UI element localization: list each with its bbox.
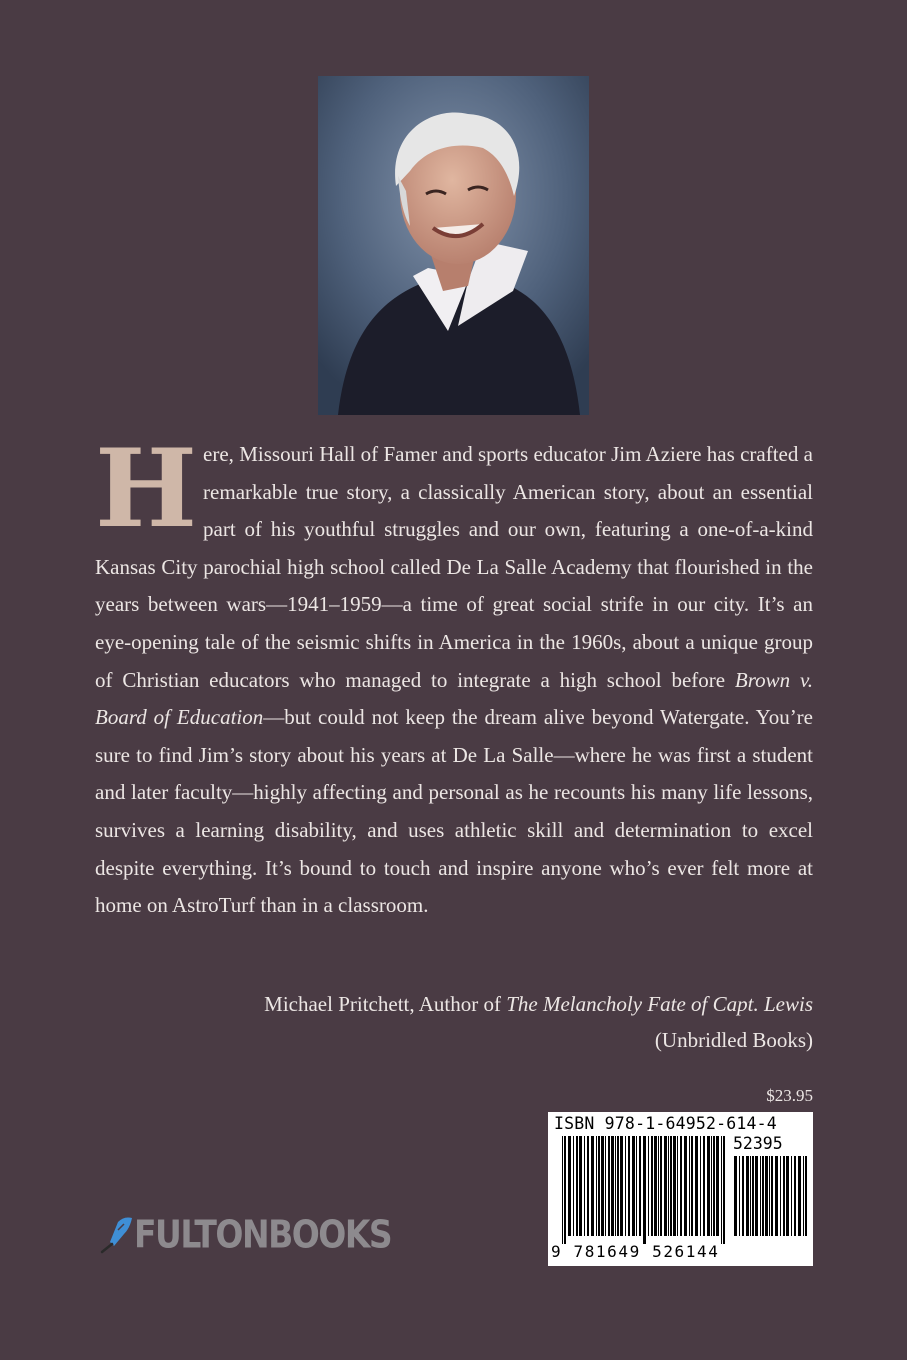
barcode-bar bbox=[615, 1136, 616, 1236]
barcode-bar bbox=[695, 1136, 698, 1236]
barcode-bar bbox=[721, 1136, 722, 1244]
barcode-bar bbox=[664, 1136, 667, 1236]
barcode-bar bbox=[579, 1136, 582, 1236]
barcode-bar bbox=[584, 1136, 585, 1236]
barcode-bar bbox=[639, 1136, 641, 1236]
publisher-name-part1: FULTON bbox=[134, 1211, 269, 1257]
barcode-bar bbox=[568, 1136, 571, 1236]
publisher-name-part2: BOOKS bbox=[268, 1211, 392, 1257]
barcode-bar bbox=[573, 1136, 574, 1236]
barcode-bar bbox=[711, 1136, 712, 1236]
barcode-bar bbox=[803, 1156, 804, 1236]
barcode-bar bbox=[723, 1136, 725, 1244]
barcode-bar bbox=[703, 1136, 705, 1236]
barcode-bar bbox=[775, 1156, 778, 1236]
barcode-bar bbox=[601, 1136, 604, 1236]
barcode-bar bbox=[713, 1136, 715, 1236]
blurb bbox=[95, 426, 813, 925]
blurb-text-after: —but could not keep the dream alive beyond Watergate. You’re sure to find Jim’s story about his years at De La Salle—where he was first a student and later faculty—highly affecting and personal as he recounts his many life lessons, survives a learning disability, and uses athletic skill and determination to excel despite everything. It’s bound to touch and inspire anyone who’s ever felt more at home on AstroTurf than in a classroom. bbox=[95, 705, 813, 918]
barcode-bar bbox=[562, 1136, 563, 1244]
barcode-bar bbox=[636, 1136, 637, 1236]
barcode-bar bbox=[620, 1136, 623, 1236]
barcode-bar bbox=[700, 1136, 701, 1236]
barcode-bar bbox=[608, 1136, 610, 1236]
barcode-bar bbox=[673, 1136, 676, 1236]
barcode-bar bbox=[576, 1136, 578, 1236]
barcode-bar bbox=[677, 1136, 678, 1236]
publisher-name bbox=[134, 1212, 391, 1257]
barcode-bar bbox=[760, 1156, 761, 1236]
barcode-bar bbox=[660, 1136, 662, 1236]
barcode-bar bbox=[771, 1156, 773, 1236]
barcode-bar bbox=[739, 1156, 740, 1236]
barcode-bar bbox=[648, 1136, 649, 1236]
barcode-bar bbox=[591, 1136, 594, 1236]
isbn-label: ISBN 978-1-64952-614-4 bbox=[554, 1114, 777, 1133]
barcode-bar bbox=[625, 1136, 626, 1236]
barcode-bar bbox=[617, 1136, 619, 1236]
attribution-book-title: The Melancholy Fate of Capt. Lewis bbox=[506, 992, 813, 1016]
barcode-bar bbox=[780, 1156, 781, 1236]
barcode-bar bbox=[684, 1136, 687, 1236]
barcode-bar bbox=[794, 1156, 796, 1236]
blurb-text: ere, Missouri Hall of Famer and sports educator Jim Aziere has crafted a remarkable true story, a classically American story, about an essential part of his youthful struggles and our own, featuring a one-of-a-kind Kansas City parochial high school called De La Salle Academy that flourished in the years between wars—1941–1959—a time of great social strife in our city. It’s an eye-opening tale of the seismic shifts in America in the 1960s, about a unique group of Christian educators who managed to integrate a high school before bbox=[95, 442, 813, 692]
barcode-bar bbox=[798, 1156, 801, 1236]
barcode-bar bbox=[765, 1156, 768, 1236]
barcode-bar bbox=[670, 1136, 672, 1236]
barcode-bar bbox=[734, 1156, 737, 1236]
ean-digits: 9 781649 526144 bbox=[551, 1242, 720, 1261]
barcode-bar bbox=[805, 1156, 807, 1236]
barcode-bar bbox=[691, 1136, 693, 1236]
barcode-bar bbox=[596, 1136, 597, 1236]
barcode-bar bbox=[658, 1136, 659, 1236]
barcode-bar bbox=[587, 1136, 589, 1236]
barcode-bar bbox=[783, 1156, 785, 1236]
barcode-bar bbox=[643, 1136, 646, 1244]
barcode-bars bbox=[562, 1136, 726, 1244]
publisher-logo bbox=[96, 1212, 391, 1256]
barcode-bar bbox=[564, 1136, 566, 1244]
barcode-bar bbox=[651, 1136, 653, 1236]
barcode-bar bbox=[750, 1156, 751, 1236]
attribution-prefix: Michael Pritchett, Author of bbox=[264, 992, 507, 1016]
barcode-bar bbox=[707, 1136, 710, 1236]
barcode-bar bbox=[632, 1136, 635, 1236]
barcode-bar bbox=[611, 1136, 614, 1236]
barcode-bar bbox=[791, 1156, 792, 1236]
attribution bbox=[113, 986, 813, 1058]
barcode-bar bbox=[668, 1136, 669, 1236]
barcode-bar bbox=[755, 1156, 758, 1236]
barcode-bar bbox=[605, 1136, 606, 1236]
barcode-addon-label: 52395 bbox=[733, 1134, 783, 1153]
attribution-publisher: (Unbridled Books) bbox=[654, 1028, 813, 1052]
barcode bbox=[548, 1112, 813, 1266]
barcode-bar bbox=[628, 1136, 630, 1236]
barcode-bar bbox=[762, 1156, 764, 1236]
barcode-bar bbox=[598, 1136, 600, 1236]
barcode-bar bbox=[752, 1156, 754, 1236]
attribution-line bbox=[113, 986, 813, 1022]
barcode-bar bbox=[746, 1156, 749, 1236]
barcode-bar bbox=[769, 1156, 770, 1236]
barcode-bar bbox=[716, 1136, 719, 1236]
price: $23.95 bbox=[766, 1086, 813, 1105]
barcode-bar bbox=[680, 1136, 682, 1236]
dropcap: H bbox=[95, 426, 198, 552]
author-portrait-icon bbox=[318, 76, 589, 415]
barcode-bar bbox=[654, 1136, 657, 1236]
barcode-addon-bars bbox=[734, 1156, 808, 1244]
barcode-bar bbox=[742, 1156, 744, 1236]
author-photo bbox=[318, 76, 589, 415]
barcode-bar bbox=[786, 1156, 789, 1236]
barcode-bar bbox=[689, 1136, 690, 1236]
blurb-italic-title: Brown v. Board of Education bbox=[95, 667, 813, 730]
